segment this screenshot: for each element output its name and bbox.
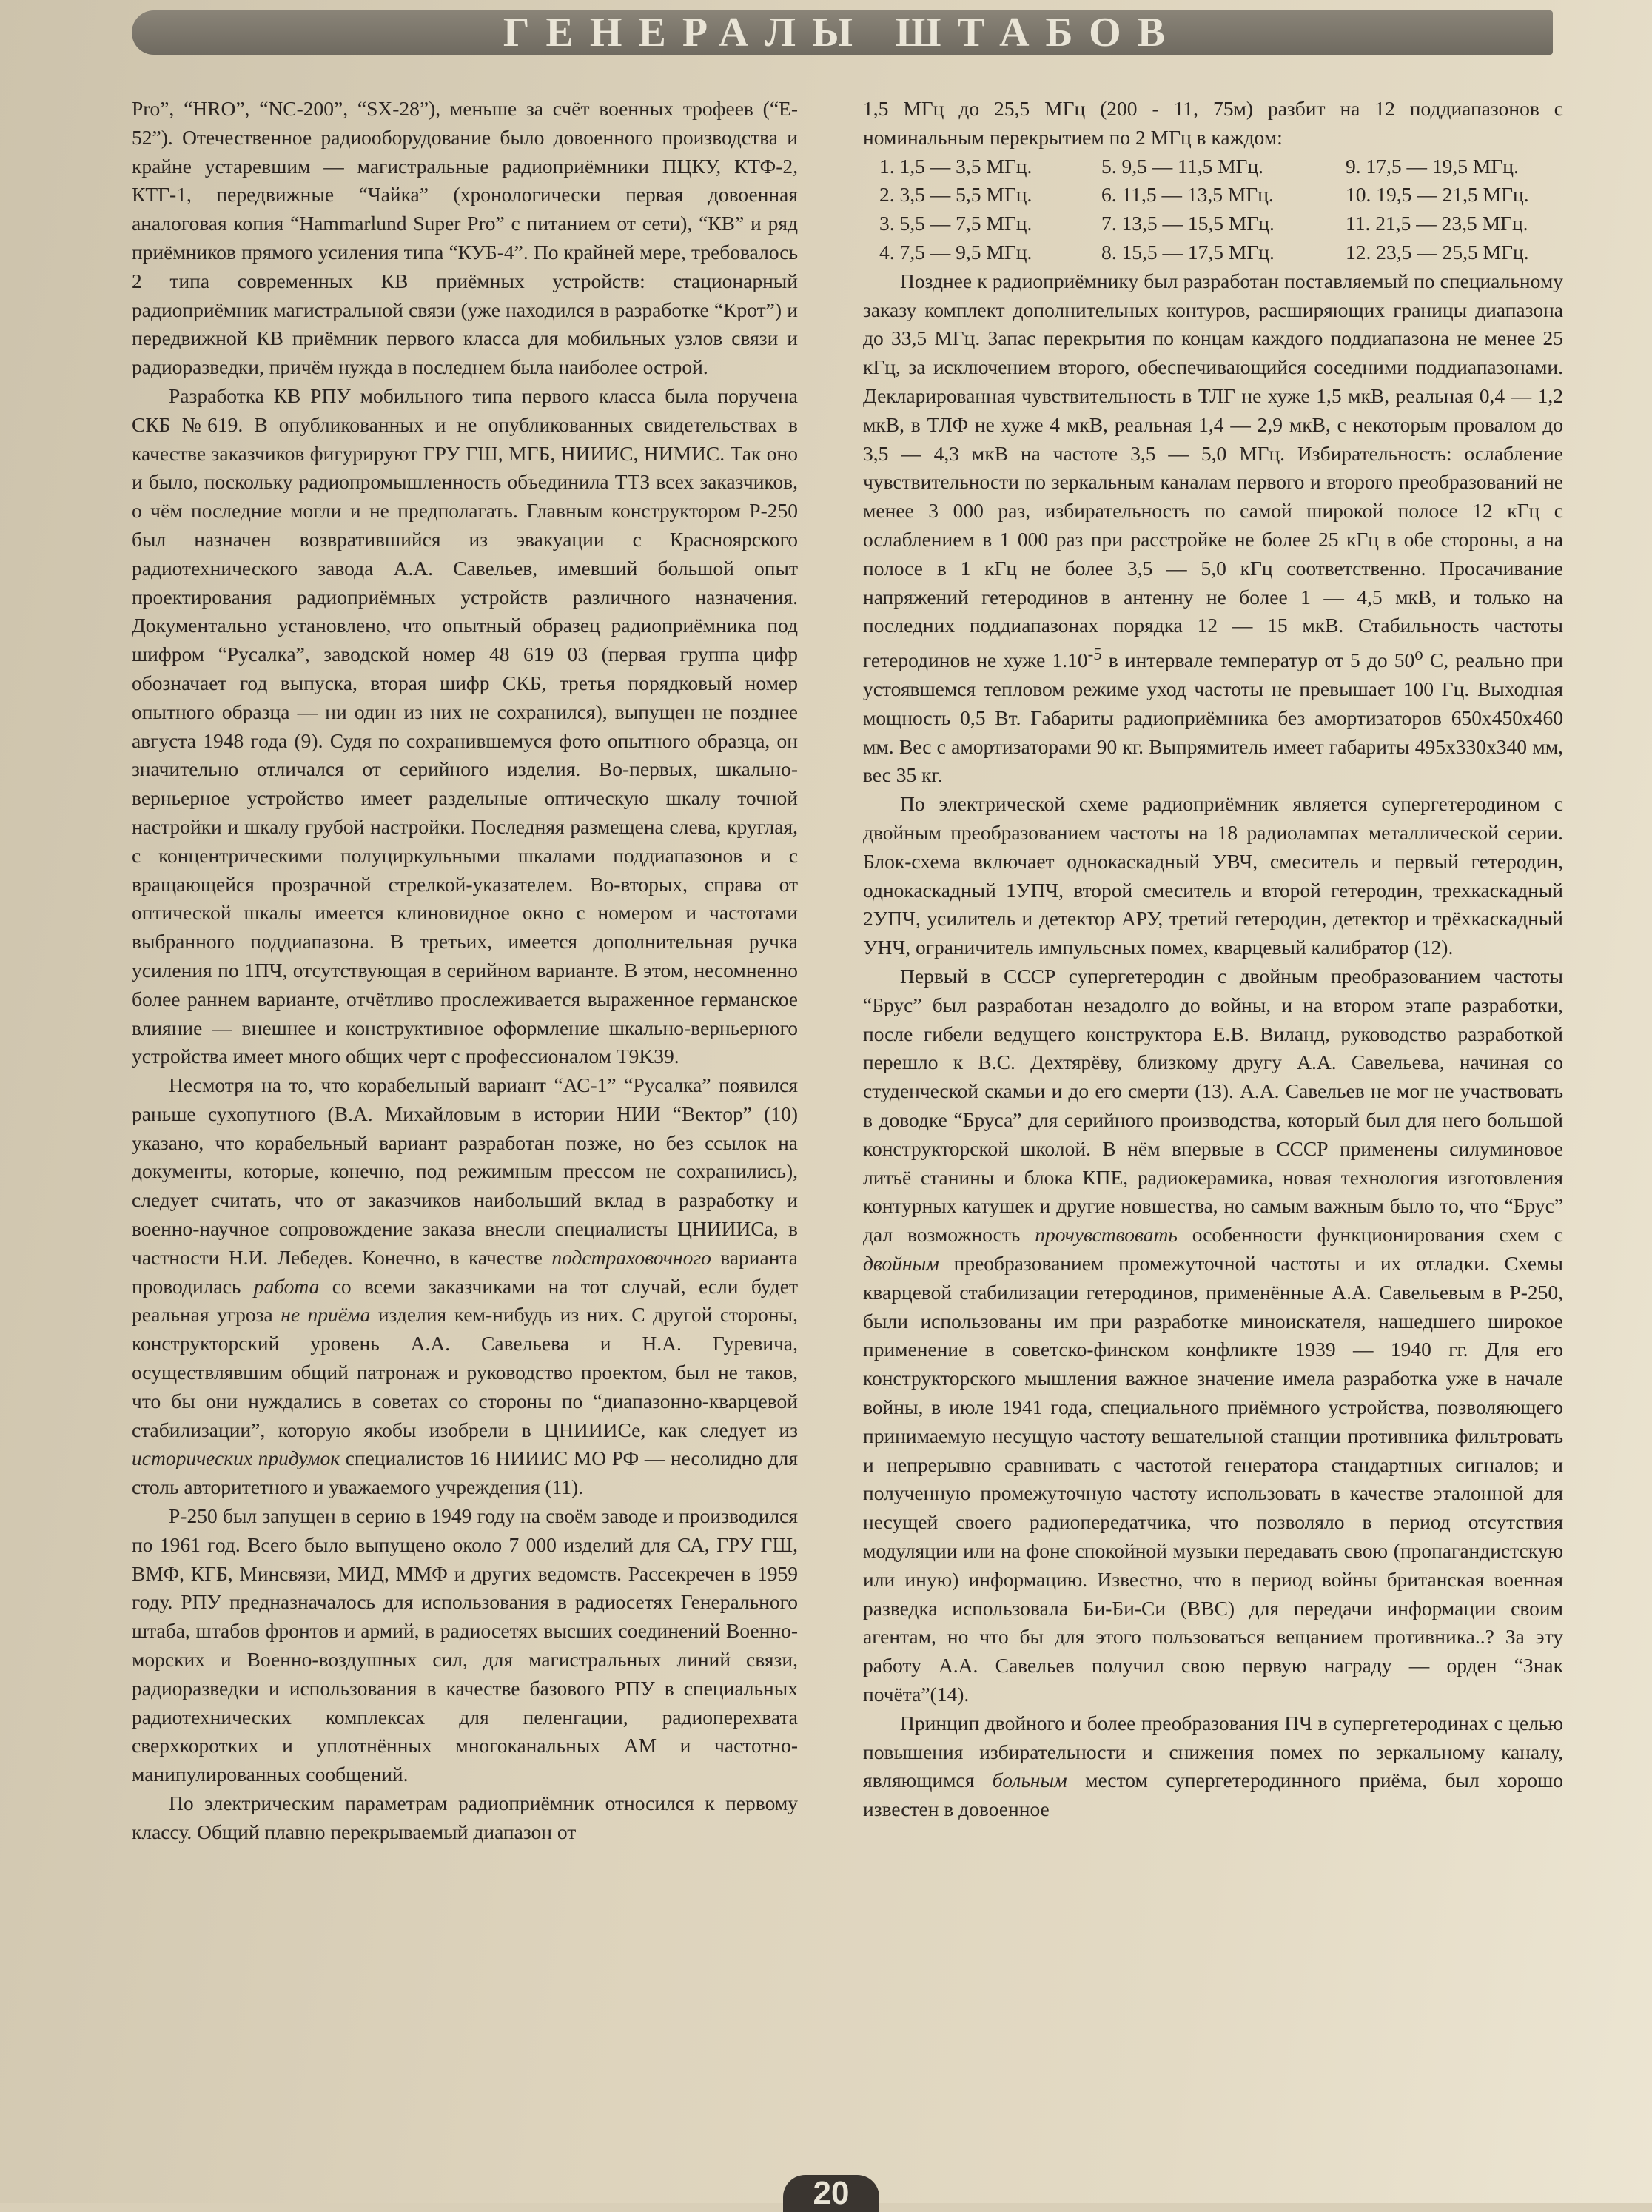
paragraph: Первый в СССР супергетеродин с двойным преобразованием частоты “Брус” был разработан незадолго до войны, и на втором этапе разработки, после гибели ведущего конструктора Е.В. Виланд, руководство разработкой перешло к В.С. Дехтярёву, близкому другу А.А. Савельева, начиная со студенческой скамьи и до его смерти (13). А.А. Савельев не мог не участвовать в доводке “Бруса” для серийного производства, который был для него большой конструкторской школой. В нём впервые в СССР применены силуминовое литьё станины и блока КПЕ, радиокерамика, новая технология изготовления контурных катушек и другие новшества, но самым важным было то, что “Брус” дал возможность прочувствовать особенности функционирования схем с двойным преобразованием промежуточной частоты и их отладки. Схемы кварцевой стабилизации гетеродинов, применённые А.А. Савельевым в Р-250, были использованы им при разработке миноискателя, нашедшего широкое применение в советско-финском конфликте 1939 — 1940 гг. Для его конструкторского мышления важное значение имела разработка уже в начале войны, в июле 1941 года, специального приёмного устройства, позволяющего принимаемую несущую частоту вешательной станции противника фильтровать и непрерывно сравнивать с частотой генератора стандартных сигналов; и полученную промежуточную частоту использовать в качестве эталонной для несущей своего радиопередатчика, что позволяло в период отсутствия модуляции или на фоне спокойной музыки передавать свою (пропагандистскую или иную) информацию. Известно, что в период войны британская военная разведка использовала Би-Би-Си (BBC) для передачи информации своим агентам, но что бы для этого пользоваться вещанием противника..? За эту работу А.А. Савельев получил свою первую награду — орден “Знак почёта”(14).: [863, 965, 1563, 1706]
chapter-title: ГЕНЕРАЛЫ ШТАБОВ: [503, 10, 1182, 56]
paragraph: Принцип двойного и более преобразования ПЧ в супергетеродинах с целью повышения избирательности и снижения помех по зеркальному каналу, являющимся больным местом супергетеродинного приёма, был хорошо известен в довоенное: [863, 1711, 1564, 1821]
subband-item: 8. 15,5 — 17,5 МГц.: [1101, 240, 1275, 264]
subband-item: 3. 5,5 — 7,5 МГц.: [879, 212, 1032, 235]
subband-item: 6. 11,5 — 13,5 МГц.: [1101, 183, 1274, 207]
subband-item: 4. 7,5 — 9,5 МГц.: [879, 240, 1032, 264]
chapter-header-bar: [132, 10, 1553, 55]
paragraph: Pro”, “HRO”, “NC-200”, “SX-28”), меньше за счёт военных трофеев (“E-52”). Отечественное радиооборудование было довоенного производства и крайне устаревшим — магистральные радиоприёмники ПЦКУ, КТФ-2, КТГ-1, передвижные “Чайка” (хронологически первая довоенная аналоговая копия “Hammarlund Super Pro” с питанием от сети), “КВ” и ряд приёмников прямого усиления типа “КУБ-4”. По крайней мере, требовалось 2 типа современных КВ приёмных устройств: стационарный радиоприёмник магистральной связи (уже находился в разработке “Крот”) и передвижной КВ приёмник первого класса для мобильных узлов связи и радиоразведки, причём нужда в последнем была наиболее острой.: [132, 97, 798, 379]
subband-item: 7. 13,5 — 15,5 МГц.: [1101, 212, 1275, 235]
subband-item: 1. 1,5 — 3,5 МГц.: [879, 154, 1032, 178]
paragraph: 1,5 МГц до 25,5 МГц (200 - 11, 75м) разбит на 12 поддиапазонов с номинальным перекрытием по 2 МГц в каждом:: [863, 97, 1563, 149]
paragraph: Разработка КВ РПУ мобильного типа первого класса была поручена СКБ №619. В опубликованных и не опубликованных свидетельствах в качестве заказчиков фигурируют ГРУ ГШ, МГБ, НИИИС, НИМИС. Так оно и было, поскольку радиопромышленность объединила ТТЗ всех заказчиков, о чём последние могли и не предполагать. Главным конструктором Р-250 был назначен возвратившийся из эвакуации с Красноярского радиотехнического завода А.А. Савельев, имевший большой опыт проектирования радиоприёмных устройств различного назначения. Документально установлено, что опытный образец радиоприёмника под шифром “Русалка”, заводской номер 48 619 03 (первая группа цифр обозначает год выпуска, вторая шифр СКБ, третья порядковый номер опытного образца — ни один из них не сохранился), выпущен не позднее августа 1948 года (9). Судя по сохранившемуся фото опытного образца, он значительно отличался от серийного изделия. Во-первых, шкально-верньерное устройство имеет раздельные оптическую шкалу точной настройки и шкалу грубой настройки. Последняя размещена слева, круглая, с концентрическими полуциркульными шкалами поддиапазонов и с вращающейся прозрачной стрелкой-указателем. Во-вторых, справа от оптической шкалы имеется клиновидное окно с номером и частотами выбранного поддиапазона. В третьих, имеется дополнительная ручка усиления по 1ПЧ, отсутствующая в серийном варианте. В этом, несомненно более раннем варианте, отчётливо прослеживается выраженное германское влияние — внешнее и конструктивное оформление шкально-верньерного устройства имеет много общих черт с профессионалом T9K39.: [132, 383, 798, 1068]
paragraph: Несмотря на то, что корабельный вариант “АС-1” “Русалка” появился раньше сухопутного (В.А. Михайловым в истории НИИ “Вектор” (10) указано, что корабельный вариант разработан позже, но без ссылок на документы, которые, конечно, под режимным прессом не сохранились), следует считать, что от заказчиков наибольший вклад в разработку и военно-научное сопровождение заказа внесли специалисты ЦНИИИСа, в частности Н.И. Лебедев. Конечно, в качестве подстраховочного варианта проводилась работа со всеми заказчиками на тот случай, если будет реальная угроза не приёма изделия кем-нибудь из них. С другой стороны, конструкторский уровень А.А. Савельева и Н.А. Гуревича, осуществлявшим общий патронаж и руководство проектом, был не таков, что бы они нуждались в советах со стороны по “диапазонно-кварцевой стабилизации”, которую якобы изобрели в ЦНИИИСе, как следует из исторических придумок специалистов 16 НИИИС МО РФ — несолидно для столь авторитетного и уважаемого учреждения (11).: [132, 1073, 798, 1499]
subband-item: 9. 17,5 — 19,5 МГц.: [1346, 154, 1519, 178]
subband-item: 10. 19,5 — 21,5 МГц.: [1346, 183, 1529, 207]
subband-item: 5. 9,5 — 11,5 МГц.: [1101, 154, 1264, 178]
paragraph: Позднее к радиоприёмнику был разработан поставляемый по специальному заказу комплект дополнительных контуров, расширяющих границы диапазона до 33,5 МГц. Запас перекрытия по концам каждого поддиапазона не менее 25 кГц, за исключением второго, обеспечивающийся соседними поддиапазонами. Декларированная чувствительность в ТЛГ не хуже 1,5 мкВ, реальная 0,4 — 1,2 мкВ, в ТЛФ не хуже 4 мкВ, реальная 1,4 — 2,9 мкВ, с некоторым провалом до 3,5 — 4,3 мкВ на частоте 3,5 — 5,0 МГц. Избирательность: ослабление чувствительности по зеркальным каналам первого и второго преобразований не менее 3 000 раз, избирательность по самой широкой полосе 12 кГц с ослаблением в 1 000 раз при расстройке не более 25 кГц в обе стороны, а на полосе в 1 кГц не более 3,5 — 5,0 кГц соответственно. Просачивание напряжений гетеродинов в антенну не более 1 — 4,5 мкВ, и только на последних поддиапазонах порядка 12 — 15 мкВ. Стабильность частоты гетеродинов не хуже $1.10^{-5}$ в интервале температур от 5 до $50^о$ С, реально при устоявшемся тепловом режиме уход частоты не превышает 100 Гц. Выходная мощность 0,5 Вт. Габариты радиоприёмника без амортизаторов 650x450x460 мм. Вес с амортизаторами 90 кг. Выпрямитель имеет габариты 495x330x340 мм, вес 35 кг.: [863, 269, 1563, 787]
paragraph: По электрическим параметрам радиоприёмник относился к первому классу. Общий плавно перекрываемый диапазон от: [132, 1792, 798, 1843]
paragraph: Р-250 был запущен в серию в 1949 году на своём заводе и производился по 1961 год. Всего было выпущено около 7 000 изделий для СА, ГРУ ГШ, ВМФ, КГБ, Минсвязи, МИД, ММФ и других ведомств. Рассекречен в 1959 году. РПУ предназначалось для использования в радиосетях Генерального штаба, штабов фронтов и армий, в радиосетях высших соединений Военно-морских и Военно-воздушных сил, для магистральных линий связи, радиоразведки и использования в качестве базового РПУ в специальных радиотехнических комплексах для пеленгации, радиоперехвата сверхкоротких и уплотнённых многоканальных АМ и частотно-манипулированных сообщений.: [132, 1504, 798, 1786]
page-number: 20: [783, 2175, 879, 2212]
right-column: [863, 95, 1563, 1824]
left-column: [132, 95, 798, 1847]
subband-list: [863, 153, 1563, 267]
subband-item: 2. 3,5 — 5,5 МГц.: [879, 183, 1032, 207]
paragraph: По электрической схеме радиоприёмник является супергетеродином с двойным преобразованием частоты на 18 радиолампах металлической серии. Блок-схема включает однокаскадный УВЧ, смеситель и первый гетеродин, однокаскадный 1УПЧ, второй смеситель и второй гетеродин, трехкаскадный 2УПЧ, усилитель и детектор АРУ, третий гетеродин, детектор и трёхкаскадный УНЧ, ограничитель импульсных помех, кварцевый калибратор (12).: [863, 792, 1563, 959]
subband-item: 12. 23,5 — 25,5 МГц.: [1346, 240, 1529, 264]
subband-item: 11. 21,5 — 23,5 МГц.: [1346, 212, 1528, 235]
